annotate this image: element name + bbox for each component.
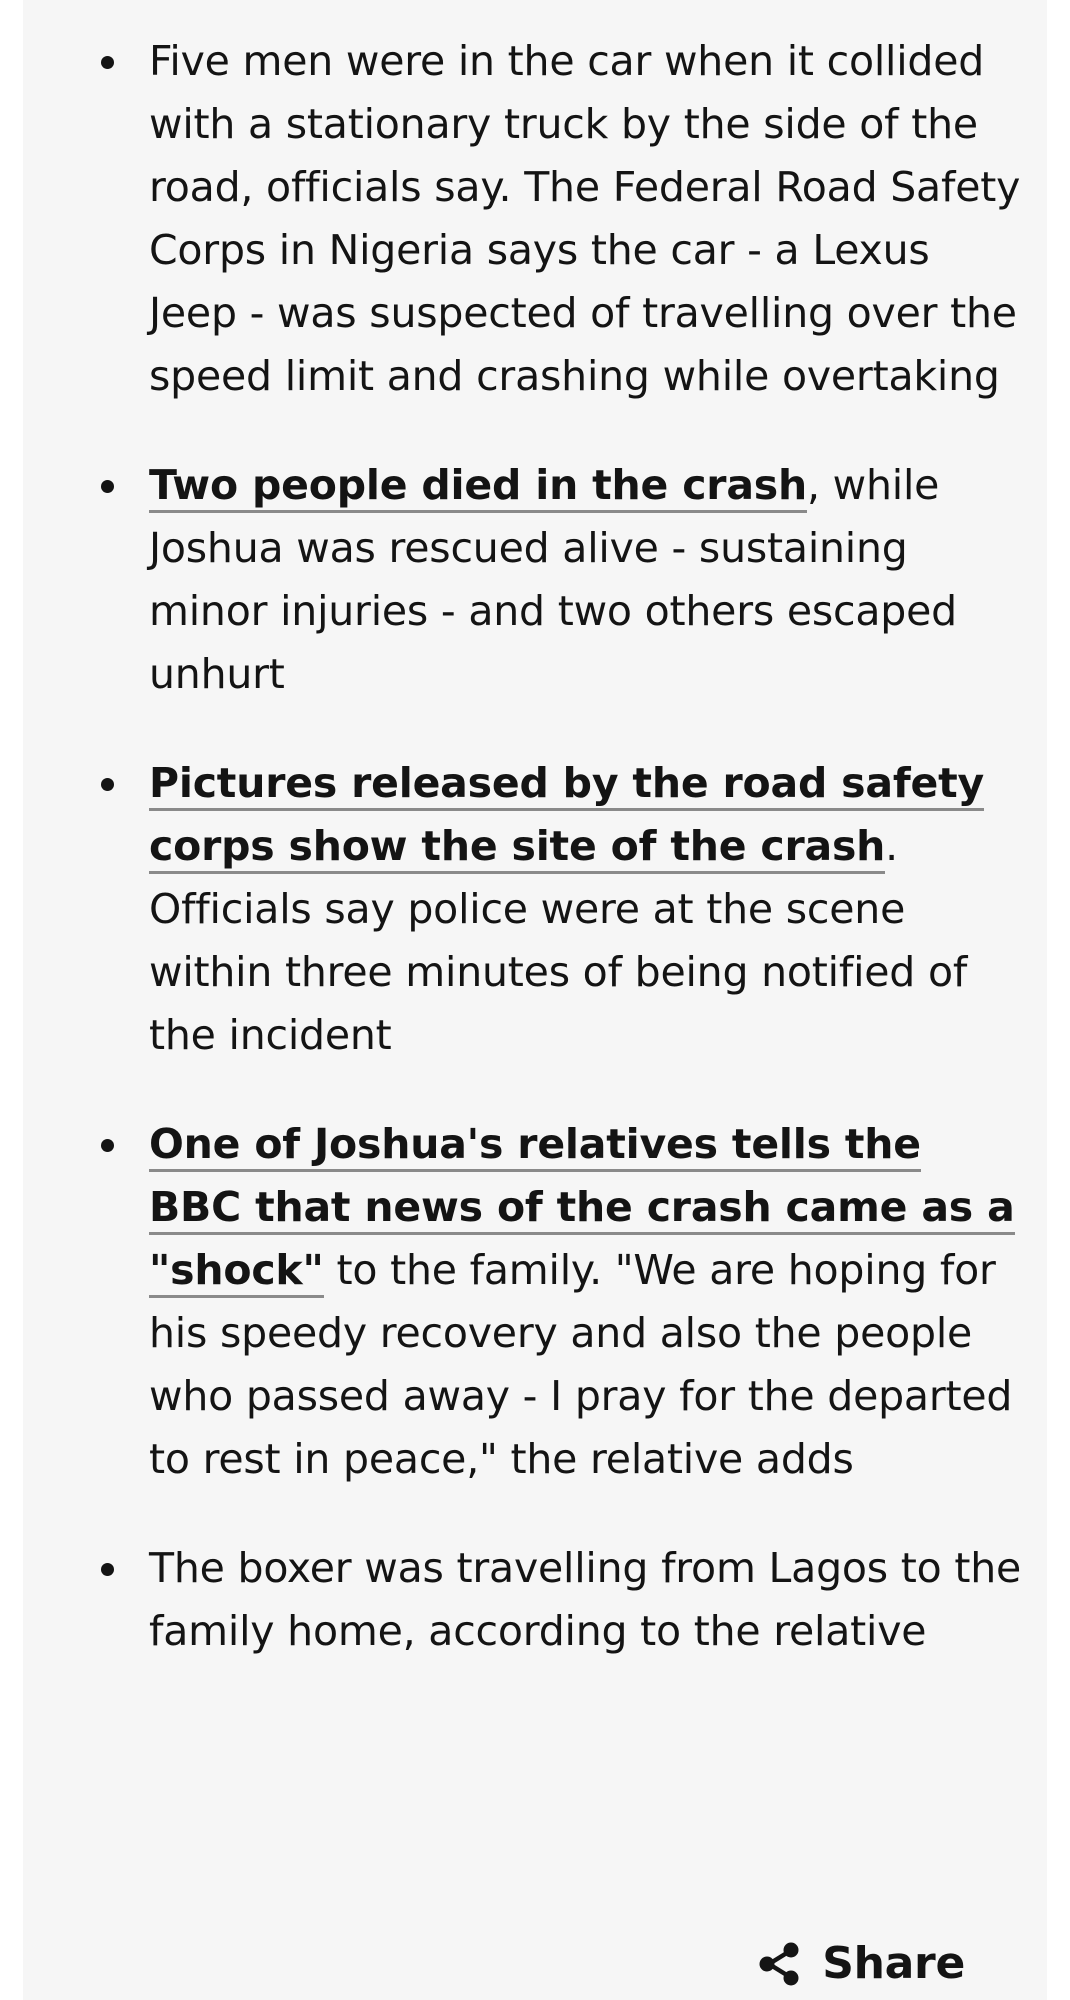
bullet-dot <box>101 56 114 69</box>
share-button[interactable] <box>758 1938 965 1989</box>
bullet-item <box>23 1537 1047 1663</box>
bullet-text: Five men were in the car when it collided with a stationary truck by the side of the road, officials say. The Federal Road Safety Corps in Nigeria says the car - a Lexus Jeep - was suspected of travelling over the speed limit and crashing while overtaking <box>149 37 1021 400</box>
bullet-link-pictures-released[interactable]: Pictures released by the road safety corps show the site of the crash <box>149 759 984 874</box>
bullet-link-relative-tells-bbc[interactable]: One of Joshua's relatives tells the BBC that news of the crash came as a "shock" <box>149 1120 1015 1298</box>
bullet-item <box>23 752 1047 1067</box>
bullet-dot <box>101 1139 114 1152</box>
bullet-text: The boxer was travelling from Lagos to the family home, according to the relative <box>149 1544 1022 1655</box>
bullet-dot <box>101 1563 114 1576</box>
bullet-text: to the family. "We are hoping for his speedy recovery and also the people who passed away - I pray for the departed to rest in peace," the relative adds <box>149 1246 1013 1483</box>
bullet-item <box>23 30 1047 408</box>
bullet-dot <box>101 778 114 791</box>
bullet-dot <box>101 480 114 493</box>
share-label: Share <box>822 1938 965 1989</box>
article-summary-card <box>23 0 1047 2000</box>
bullet-link-two-people-died[interactable]: Two people died in the crash <box>149 461 807 513</box>
bullet-item <box>23 1113 1047 1491</box>
bullet-item <box>23 454 1047 706</box>
share-icon <box>758 1941 800 1987</box>
summary-bullet-list <box>23 30 1047 1709</box>
bullet-text: , while Joshua was rescued alive - sustaining minor injuries - and two others escaped unhurt <box>149 461 957 698</box>
bullet-text: . Officials say police were at the scene within three minutes of being notified of the incident <box>149 822 968 1059</box>
